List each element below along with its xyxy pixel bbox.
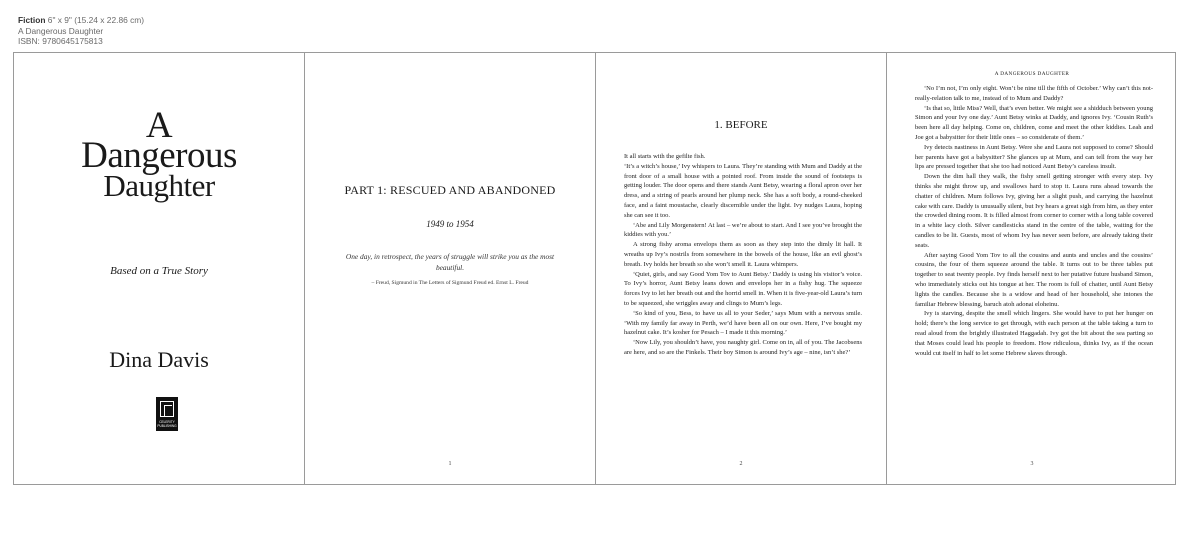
- paragraph: ‘Abe and Lily Morgenstern! At last – we’re about to start. And I see you’ve brought the kiddies with you.’: [624, 221, 862, 239]
- part-page: [305, 53, 595, 484]
- paragraph: ‘No I’m not, I’m only eight. Won’t be nine till the fifth of October.’ Why can’t this not-really-relation talk to me, instead of to Mum and Daddy?: [915, 85, 1153, 102]
- part-heading: PART 1: RESCUED AND ABANDONED: [344, 183, 556, 197]
- page-body: [915, 84, 1153, 358]
- text-page: [887, 53, 1177, 484]
- book-spread: [13, 52, 1176, 485]
- cover-author: Dina Davis: [109, 347, 209, 372]
- paragraph: ‘Is that so, little Miss? Well, that’s even better. We might see a shidduch between young Simon and your Ivy one day.’ Aunt Betsy winks at Daddy, and ignores Ivy. ‘Cousin Ruth’s been here all day helping. Come on, children, come and meet the other kiddies. Leah and Joe got a babysitter for their little ones – so considerate of them.’: [915, 104, 1153, 141]
- isbn-label: ISBN: 9780645175813: [18, 36, 103, 47]
- paragraph: Ivy detects nastiness in Aunt Betsy. Were she and Laura not supposed to come? Should her parents have got a babysitter? She glances up at Mum, and can tell from the way her lips are pressed together that she too had noticed Aunt Betsy’s careless insult.: [915, 143, 1153, 171]
- page-number: 3: [1030, 461, 1034, 467]
- logo-inner-icon: [164, 405, 172, 416]
- running-head: A DANGEROUS DAUGHTER: [994, 71, 1070, 77]
- book-title-label: A Dangerous Daughter: [18, 25, 104, 36]
- paragraph: ‘So kind of you, Bess, to have us all to your Seder,’ says Mum with a nervous smile. ‘With my family far away in Perth, we’d have been all on our own. Here, I’ve bought my hazelnut cake. It’s kosher for Pesach – I made it this morning.’: [624, 309, 862, 337]
- chapter-title: 1. BEFORE: [714, 119, 768, 131]
- cover-title-line: Dangerous: [81, 135, 237, 176]
- format-size: 6" x 9" (15.24 x 22.86 cm): [47, 15, 145, 25]
- format-label: Fiction: [18, 15, 46, 25]
- paragraph: It all starts with the gefilte fish.: [624, 153, 706, 160]
- cover-subtitle: Based on a True Story: [110, 265, 208, 277]
- part-years: 1949 to 1954: [426, 219, 474, 229]
- chapter-body: [624, 152, 862, 358]
- chapter-page: [596, 53, 886, 484]
- cover-title-line: Daughter: [103, 168, 215, 203]
- paragraph: ‘Quiet, girls, and say Good Yom Tov to Aunt Betsy.’ Daddy is using his visitor’s voice. To Ivy’s horror, Aunt Betsy leans down and envelops her in a fishy hug. The squeeze forces Ivy to let her breath out and the horrid smell in. When it is five-year-old Laura’s turn to be squeezed, she wriggles away and clings to Mum’s legs.: [624, 270, 862, 307]
- paragraph: Down the dim hall they walk, the fishy smell getting stronger with every step. Ivy thinks she might throw up, and swallows hard to stop it. Laura runs ahead towards the chatter of children. Mum follows Ivy, giving her a slight push, and carrying the hazelnut cake with care. Daddy is unusually silent, but Ivy hears a great sigh from him, as they enter the crowded dining room. It is filled almost from corner to corner with a long table covered in a white lacy cloth. Silver candlesticks stand in the centre of the table, waiting for the candles to be lit. Guests, most of whom Ivy has never seen before, are already taking their seats.: [915, 173, 1153, 249]
- format-line: [18, 15, 144, 26]
- cover-title: [14, 105, 304, 203]
- paragraph: ‘It’s a witch’s house,’ Ivy whispers to Laura. They’re standing with Mum and Daddy at the front door of a small house with a pointed roof. From inside the sound of footsteps is getting louder. The door opens and there stands Aunt Betsy, wearing a floral apron over her dress, and a string of pearls around her plump neck. She has a soft body, a round-cheeked face, and a faint moustache, clearly discernible under the light. Ivy nudges Laura, hoping she can see it too.: [624, 162, 862, 219]
- cover-title-line: A: [145, 105, 173, 146]
- epigraph-quote: One day, in retrospect, the years of struggle will strike you as the most beautiful.: [345, 252, 555, 272]
- paragraph: A strong fishy aroma envelops them as soon as they step into the dimly lit hall. It wreaths up Ivy’s nostrils from somewhere in the bowels of the house, like an evil ghost’s breath. Ivy holds her breath so she won’t smell it. Laura whimpers.: [624, 241, 862, 268]
- publisher-logo: [156, 397, 178, 431]
- paragraph: Ivy is starving, despite the smell which lingers. She would have to put her hunger on hold; there’s the long service to get through, with each person at the table taking a turn to read aloud from the brightly illustrated Haggadah. Ivy got the bit about the sea parting so that Moses could lead his people to freedom. How ridiculous, thinks Ivy, as if the ocean would cut itself in half to let some Hebrew slaves through.: [915, 310, 1153, 357]
- page-number: 2: [739, 461, 743, 467]
- paragraph: After saying Good Yom Tov to all the cousins and aunts and uncles and the cousins’ cousins, the four of them squeeze around the table. It turns out to be three tables put together to seat twenty people. Ivy finds herself next to her putative future husband Simon, who immediately sticks out his tongue at her. The room is full of chatter, until Aunt Betsy lights the candles. Because she is a widow and head of her household, she intones the familiar Hebrew blessing, baruch atoh adonai eloheinu.: [915, 251, 1153, 308]
- logo-text: CELERITY PUBLISHING: [157, 420, 177, 428]
- epigraph-citation: – Freud, Sigmund in The Letters of Sigmund Freud ed. Ernst L. Freud: [371, 280, 529, 286]
- paragraph: ‘Now Lily, you shouldn’t have, you naughty girl. Come on in, all of you. The Jacobsens are here, and so are the Finkels. Their boy Simon is around Ivy’s age – nine, isn’t she?’: [624, 339, 862, 356]
- cover-page: [14, 53, 304, 484]
- file-metadata: [18, 15, 144, 47]
- page-number: 1: [448, 461, 452, 467]
